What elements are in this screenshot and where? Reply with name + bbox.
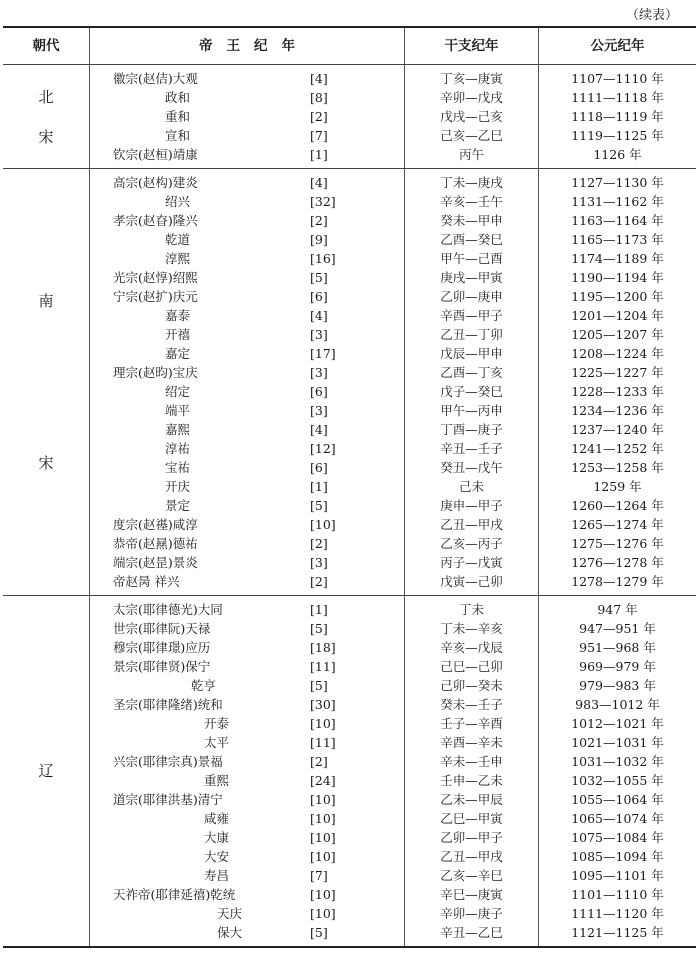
table-row <box>90 126 404 145</box>
ganzhi-cell: 辛酉—辛未 <box>440 735 503 750</box>
table-row <box>90 904 404 923</box>
era-years: [4] <box>310 422 328 437</box>
header-ce: 公元纪年 <box>538 28 696 64</box>
ganzhi-cell: 己未 <box>458 479 484 494</box>
ganzhi-cell: 丁未—辛亥 <box>440 621 503 636</box>
table-row <box>90 249 404 268</box>
reign-era: 恭帝(赵㬎)德祐 <box>113 536 198 551</box>
era-years: [11] <box>310 735 336 750</box>
ganzhi-cell: 癸未—甲申 <box>440 213 503 228</box>
era-years: [1] <box>310 147 328 162</box>
reign-era: 宁宗(赵扩)庆元 <box>113 289 198 304</box>
reign-era: 孝宗(赵昚)隆兴 <box>113 213 198 228</box>
ce-cell: 947—951 年 <box>579 621 656 636</box>
era-years: [3] <box>310 365 328 380</box>
ganzhi-cell: 辛亥—戊辰 <box>440 640 503 655</box>
ganzhi-cell: 戊戌—己亥 <box>440 109 503 124</box>
reign-era: 太宗(耶律德光)大同 <box>113 602 223 617</box>
ganzhi-cell: 丁酉—庚子 <box>440 422 503 437</box>
reign-era: 帝赵昺 祥兴 <box>113 574 180 589</box>
ce-cell: 1208—1224 年 <box>571 346 664 361</box>
table-row <box>90 828 404 847</box>
dynasty-cell <box>3 596 89 946</box>
dynasty-char: 宋 <box>38 127 54 146</box>
ce-cell: 1119—1125 年 <box>571 128 664 143</box>
table-row <box>90 192 404 211</box>
reign-era: 淳祐 <box>165 441 191 456</box>
reign-era: 咸雍 <box>204 811 230 826</box>
reign-era: 端宗(赵昰)景炎 <box>113 555 198 570</box>
table-row <box>90 619 404 638</box>
era-years: [10] <box>310 849 336 864</box>
era-years: [2] <box>310 213 328 228</box>
ganzhi-cell: 己亥—乙巳 <box>440 128 503 143</box>
dynasty-char: 辽 <box>38 762 54 780</box>
ce-cell: 947 年 <box>597 602 638 617</box>
reign-era: 政和 <box>165 90 191 105</box>
table-row <box>90 363 404 382</box>
table-row <box>90 553 404 572</box>
era-years: [4] <box>310 308 328 323</box>
era-years: [2] <box>310 754 328 769</box>
ganzhi-cell: 辛酉—甲子 <box>440 308 503 323</box>
era-years: [2] <box>310 574 328 589</box>
ganzhi-cell: 丙午 <box>458 147 484 162</box>
reign-era: 重熙 <box>204 773 230 788</box>
reign-era: 大康 <box>204 830 230 845</box>
ce-cell: 1031—1032 年 <box>571 754 664 769</box>
era-years: [2] <box>310 109 328 124</box>
era-table <box>3 26 696 948</box>
table-row <box>90 733 404 752</box>
ce-cell: 1126 年 <box>593 147 642 162</box>
ganzhi-cell: 辛丑—壬子 <box>440 441 503 456</box>
ganzhi-cell: 癸丑—戊午 <box>440 460 503 475</box>
ganzhi-cell: 壬申—乙未 <box>440 773 503 788</box>
table-row <box>90 107 404 126</box>
reign-era: 高宗(赵构)建炎 <box>113 175 198 190</box>
reign-era: 度宗(赵禥)咸淳 <box>113 517 198 532</box>
ganzhi-cell: 壬子—辛酉 <box>440 716 503 731</box>
era-years: [10] <box>310 830 336 845</box>
reign-era: 乾道 <box>165 232 191 247</box>
ganzhi-cell: 乙卯—甲子 <box>440 830 503 845</box>
ce-cell: 1265—1274 年 <box>571 517 664 532</box>
era-years: [2] <box>310 536 328 551</box>
ganzhi-cell: 乙丑—丁卯 <box>440 327 503 342</box>
ganzhi-cell: 乙未—甲辰 <box>440 792 503 807</box>
ce-cell: 1190—1194 年 <box>571 270 664 285</box>
reign-era: 乾亨 <box>191 678 217 693</box>
era-years: [6] <box>310 384 328 399</box>
table-row <box>90 695 404 714</box>
ganzhi-cell: 乙亥—丙子 <box>440 536 503 551</box>
reign-era: 绍定 <box>165 384 191 399</box>
ce-cell: 1065—1074 年 <box>571 811 664 826</box>
table-header <box>3 28 696 64</box>
era-years: [6] <box>310 289 328 304</box>
ganzhi-cell: 乙丑—甲戌 <box>440 517 503 532</box>
ce-cell: 1225—1227 年 <box>571 365 664 380</box>
reign-era: 嘉泰 <box>165 308 191 323</box>
table-row <box>90 287 404 306</box>
era-years: [6] <box>310 460 328 475</box>
ce-cell: 1131—1162 年 <box>571 194 664 209</box>
era-years: [24] <box>310 773 336 788</box>
ganzhi-cell: 辛巳—庚寅 <box>440 887 503 902</box>
bottom-rule <box>3 946 696 948</box>
ce-cell: 1101—1110 年 <box>571 887 664 902</box>
table-row <box>90 752 404 771</box>
table-row <box>90 477 404 496</box>
ce-cell: 1278—1279 年 <box>571 574 664 589</box>
reign-era: 景定 <box>165 498 191 513</box>
table-row <box>90 534 404 553</box>
table-row <box>90 382 404 401</box>
table-row <box>90 600 404 619</box>
ganzhi-cell: 戊寅—己卯 <box>440 574 503 589</box>
continued-label: （续表） <box>625 8 678 23</box>
era-years: [5] <box>310 621 328 636</box>
ganzhi-cell: 辛卯—戊戌 <box>440 90 503 105</box>
era-years: [12] <box>310 441 336 456</box>
ce-cell: 1121—1125 年 <box>571 925 664 940</box>
dynasty-cell <box>3 169 89 595</box>
ganzhi-cell: 甲午—丙申 <box>440 403 503 418</box>
reign-era: 嘉熙 <box>165 422 191 437</box>
reign-era: 穆宗(耶律璟)应历 <box>113 640 211 655</box>
ganzhi-cell: 辛亥—壬午 <box>440 194 503 209</box>
reign-era: 天祚帝(耶律延禧)乾统 <box>113 887 236 902</box>
dynasty-cell <box>3 65 89 168</box>
era-years: [18] <box>310 640 336 655</box>
table-row <box>90 325 404 344</box>
table-row <box>90 496 404 515</box>
table-row <box>90 401 404 420</box>
ganzhi-cell: 乙卯—庚申 <box>440 289 503 304</box>
era-years: [10] <box>310 517 336 532</box>
table-row <box>90 866 404 885</box>
ce-cell: 969—979 年 <box>579 659 656 674</box>
ce-cell: 1276—1278 年 <box>571 555 664 570</box>
header-dynasty: 朝代 <box>32 38 60 54</box>
reign-era: 圣宗(耶律隆绪)统和 <box>113 697 223 712</box>
header-ganzhi: 干支纪年 <box>404 28 538 64</box>
ganzhi-cell: 丁亥—庚寅 <box>440 71 503 86</box>
dynasty-char: 南 <box>38 292 54 310</box>
ce-cell: 1237—1240 年 <box>571 422 664 437</box>
reign-era: 钦宗(赵桓)靖康 <box>113 147 198 162</box>
ganzhi-cell: 辛丑—乙巳 <box>440 925 503 940</box>
era-years: [32] <box>310 194 336 209</box>
ce-cell: 1228—1233 年 <box>571 384 664 399</box>
table-row <box>90 809 404 828</box>
table-row <box>90 515 404 534</box>
reign-era: 寿昌 <box>204 868 230 883</box>
ganzhi-cell: 乙丑—甲戌 <box>440 849 503 864</box>
ce-cell: 1111—1118 年 <box>571 90 664 105</box>
era-years: [10] <box>310 887 336 902</box>
reign-era: 兴宗(耶律宗真)景福 <box>113 754 223 769</box>
ce-cell: 1127—1130 年 <box>571 175 664 190</box>
header-emperor-era: 帝王纪年 <box>89 28 404 64</box>
era-years: [16] <box>310 251 336 266</box>
ganzhi-cell: 辛卯—庚子 <box>440 906 503 921</box>
ce-cell: 951—968 年 <box>579 640 656 655</box>
reign-era: 大安 <box>204 849 230 864</box>
reign-era: 开禧 <box>165 327 191 342</box>
era-years: [8] <box>310 90 328 105</box>
era-years: [1] <box>310 602 328 617</box>
ce-cell: 1275—1276 年 <box>571 536 664 551</box>
table-row <box>90 638 404 657</box>
dynasty-section <box>3 65 696 168</box>
reign-era: 光宗(赵惇)绍熙 <box>113 270 198 285</box>
reign-era: 天庆 <box>217 906 243 921</box>
era-years: [10] <box>310 792 336 807</box>
era-years: [5] <box>310 925 328 940</box>
ganzhi-cell: 丁未 <box>458 602 484 617</box>
ganzhi-cell: 丙子—戊寅 <box>440 555 503 570</box>
reign-era: 道宗(耶律洪基)清宁 <box>113 792 223 807</box>
dynasty-section <box>3 169 696 595</box>
reign-era: 重和 <box>165 109 191 124</box>
ce-cell: 1163—1164 年 <box>571 213 664 228</box>
era-years: [4] <box>310 175 328 190</box>
table-row <box>90 439 404 458</box>
ce-cell: 1111—1120 年 <box>571 906 664 921</box>
ganzhi-cell: 己巳—己卯 <box>440 659 503 674</box>
dynasty-char: 北 <box>38 87 54 106</box>
ce-cell: 1012—1021 年 <box>571 716 664 731</box>
table-row <box>90 173 404 192</box>
table-row <box>90 714 404 733</box>
era-years: [3] <box>310 327 328 342</box>
ce-cell: 1195—1200 年 <box>571 289 664 304</box>
ganzhi-cell: 乙酉—丁亥 <box>440 365 503 380</box>
era-years: [17] <box>310 346 336 361</box>
ce-cell: 1234—1236 年 <box>571 403 664 418</box>
table-row <box>90 268 404 287</box>
era-years: [11] <box>310 659 336 674</box>
ganzhi-cell: 庚申—甲子 <box>440 498 503 513</box>
table-row <box>90 230 404 249</box>
ce-cell: 1107—1110 年 <box>571 71 664 86</box>
ce-cell: 1260—1264 年 <box>571 498 664 513</box>
ce-cell: 979—983 年 <box>579 678 656 693</box>
ce-cell: 1174—1189 年 <box>571 251 664 266</box>
ganzhi-cell: 乙酉—癸巳 <box>440 232 503 247</box>
era-years: [5] <box>310 498 328 513</box>
ce-cell: 1085—1094 年 <box>571 849 664 864</box>
table-row <box>90 145 404 164</box>
table-row <box>90 847 404 866</box>
table-row <box>90 923 404 942</box>
table-row <box>90 657 404 676</box>
era-years: [1] <box>310 479 328 494</box>
reign-era: 景宗(耶律贤)保宁 <box>113 659 211 674</box>
reign-era: 开泰 <box>204 716 230 731</box>
table-row <box>90 790 404 809</box>
era-years: [7] <box>310 128 328 143</box>
ganzhi-cell: 丁未—庚戌 <box>440 175 503 190</box>
table-row <box>90 676 404 695</box>
ganzhi-cell: 乙巳—甲寅 <box>440 811 503 826</box>
reign-era: 保大 <box>217 925 243 940</box>
reign-era: 世宗(耶律阮)天禄 <box>113 621 211 636</box>
era-years: [10] <box>310 716 336 731</box>
reign-era: 开庆 <box>165 479 191 494</box>
table-row <box>90 885 404 904</box>
ce-cell: 1118—1119 年 <box>571 109 664 124</box>
era-years: [3] <box>310 555 328 570</box>
era-years: [4] <box>310 71 328 86</box>
reign-era: 绍兴 <box>165 194 191 209</box>
table-body <box>3 65 696 946</box>
ce-cell: 1032—1055 年 <box>571 773 664 788</box>
era-years: [30] <box>310 697 336 712</box>
ce-cell: 1055—1064 年 <box>571 792 664 807</box>
ganzhi-cell: 辛未—壬申 <box>440 754 503 769</box>
table-row <box>90 458 404 477</box>
ce-cell: 1201—1204 年 <box>571 308 664 323</box>
table-row <box>90 88 404 107</box>
ce-cell: 1165—1173 年 <box>571 232 664 247</box>
reign-era: 宝祐 <box>165 460 191 475</box>
reign-era: 理宗(赵昀)宝庆 <box>113 365 198 380</box>
ce-cell: 1253—1258 年 <box>571 460 664 475</box>
table-row <box>90 420 404 439</box>
reign-era: 太平 <box>204 735 230 750</box>
ganzhi-cell: 癸未—壬子 <box>440 697 503 712</box>
reign-era: 徽宗(赵佶)大观 <box>113 71 198 86</box>
table-row <box>90 306 404 325</box>
ce-cell: 1205—1207 年 <box>571 327 664 342</box>
reign-era: 端平 <box>165 403 191 418</box>
ce-cell: 1021—1031 年 <box>571 735 664 750</box>
table-row <box>90 771 404 790</box>
table-row <box>90 69 404 88</box>
reign-era: 嘉定 <box>165 346 191 361</box>
ganzhi-cell: 己卯—癸未 <box>440 678 503 693</box>
era-years: [7] <box>310 868 328 883</box>
table-row <box>90 344 404 363</box>
ce-cell: 983—1012 年 <box>575 697 660 712</box>
ganzhi-cell: 戊辰—甲申 <box>440 346 503 361</box>
era-years: [5] <box>310 270 328 285</box>
ce-cell: 1075—1084 年 <box>571 830 664 845</box>
ganzhi-cell: 戊子—癸巳 <box>440 384 503 399</box>
reign-era: 淳熙 <box>165 251 191 266</box>
ce-cell: 1259 年 <box>593 479 642 494</box>
reign-era: 宣和 <box>165 128 191 143</box>
table-row <box>90 572 404 591</box>
era-years: [9] <box>310 232 328 247</box>
dynasty-char: 宋 <box>38 454 54 472</box>
ganzhi-cell: 庚戌—甲寅 <box>440 270 503 285</box>
era-years: [10] <box>310 906 336 921</box>
era-years: [10] <box>310 811 336 826</box>
dynasty-section <box>3 596 696 946</box>
era-years: [3] <box>310 403 328 418</box>
ganzhi-cell: 甲午—己酉 <box>440 251 503 266</box>
ganzhi-cell: 乙亥—辛巳 <box>440 868 503 883</box>
table-row <box>90 211 404 230</box>
ce-cell: 1095—1101 年 <box>571 868 664 883</box>
ce-cell: 1241—1252 年 <box>571 441 664 456</box>
era-years: [5] <box>310 678 328 693</box>
